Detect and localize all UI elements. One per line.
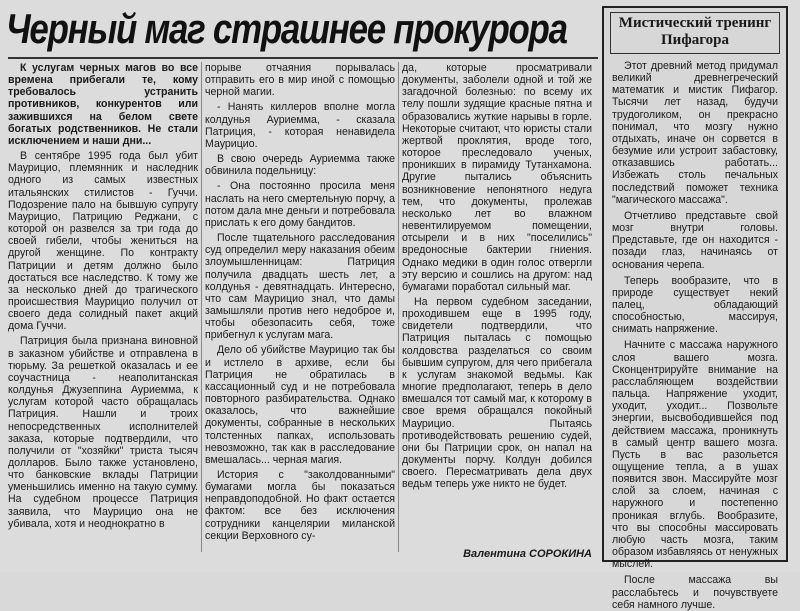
article-byline: Валентина СОРОКИНА [463,548,592,560]
article-paragraph: На первом судебном заседании, проходившем еще в 1995 году, свидетели подтвердили, что Патриция пыталась с помощью колдовства разделаться со своим бывшим супругом, для чего прибегала к услугам знакомой ведьмы. Как многие предполагают, теперь в дело вмешался тот самый маг, к которому в свое время обращался покойный Маурицио. Пытаясь противодействовать решению судей, они бы Патриции срок, он напал на документы порчу. Колдун добился своего. Пересматривать дела двух ведьм теперь уже никто не будет. [402,295,592,491]
article-headline: Черный маг страшнее прокурора [6,5,567,52]
article-paragraph: - Нанять киллеров вполне могла колдунья Ауриемма, - сказала Патриция, - которая ненавидела Маурицио. [205,101,395,150]
sidebar-box [602,6,788,611]
sidebar-body [612,60,778,611]
article-column-3 [402,62,592,490]
sidebar-paragraph: Этот древний метод придумал великий древнегреческий математик и мистик Пифагор. Тысячи лет назад, будучи трудоголиком, он прекрасно понимал, что мозгу нужно отдыхать, иначе он сорвется в безумие или устроит забастовку, отказавшись работать... Избежать столь печальных последствий поможет техника "магического массажа". [612,60,778,206]
article-paragraph: да, которые просматривали документы, заболели одной и той же загадочной болезнью: по всему их телу пошли зудящие красные пятна и образовались жуткие нарывы в горле. Некоторые считают, что юристы стали жертвой проклятия, вроде того, которое преследовало ученых, проникших в пирамиду Тутанхамона. Другие пытались объяснить возникновение непонятного недуга тем, что документы, пролежав несколько лет во влажном невентилируемом помещении, отсырели и в них "поселились" вредоносные бактерии гниения. Однако медики в один голос отвергли эту версию и сошлись на другом: над бумагами поработал сильный маг. [402,62,592,293]
article-column-2 [205,62,395,542]
column-divider [201,62,202,552]
column-divider [398,62,399,552]
sidebar-paragraph: Теперь вообразите, что в природе существует некий палец, обладающий способностью, массируя, снимать напряжение. [612,274,778,336]
article-paragraph: порыве отчаяния порывалась отправить его в мир иной с помощью черной магии. [205,62,395,99]
article-paragraph: Патриция была признана виновной в заказном убийстве и отправлена в тюрьму. За решеткой оказалась и ее соучастница - неаполитанская колдунья Джузеппина Ауриемма, к услугам которой часто обращалась Патриция. Нашли и троих непосредственных исполнителей заказа, которые подтвердили, что получили от "хозяйки" триста тысяч долларов. Было также установлено, что банковские вклады Патриции уменьшились именно на такую сумму. На судебном процессе Патриция заявила, что Маурицио она не убивала, хотя и неоднократно в [8,335,198,530]
article-paragraph: После тщательного расследования суд определил меру наказания обеим злоумышленницам: Патриция получила двадцать шесть лет, а колдунья - девятнадцать. Интересно, что сам Маурицио знал, что дамы замышляли против него недоброе и, чтобы обезопасить себя, тоже прибегнул к услугам мага. [205,232,395,342]
headline-rule [8,57,598,59]
article-paragraph: - Она постоянно просила меня наслать на него смертельную порчу, а потом дала мне деньги и потребовала прислать к его дому бандитов. [205,180,395,229]
sidebar-title: Мистический тренинг Пифагора [610,12,780,54]
sidebar-paragraph: Начните с массажа наружного слоя вашего мозга. Сконцентрируйте внимание на расслабляющем воздействии пальца. Напряжение уходит, уходит, уходит... Позвольте энергии, высвободившейся под действием массажа, проникнуть в самый центр вашего мозга. Пусть в вас разольется ощущение тепла, а в ушах появится звон. Массируйте мозг слой за слоем, начиная с наружного и постепенно проникая вглубь. Вообразите, что вы способны массировать любую часть мозга, таким образом избавляясь от ненужных мыслей. [612,339,778,571]
article-paragraph: Дело об убийстве Маурицио так бы и истлело в архиве, если бы Патриция не обратилась в кассационный суд и не потребовала повторного разбирательства. Однако оказалось, что важнейшие документы, собранные в нескольких толстенных папках, использовать невозможно, так как в расследование вмешалась... черная магия. [205,344,395,466]
article-lede: К услугам черных магов во все времена прибегали те, кому требовалось устранить противников, конкурентов или зажившихся на белом свете богатых родственников. Не стали исключением и наши дни... [8,62,198,147]
article-paragraph: В сентябре 1995 года был убит Маурицио, племянник и наследник одного из самых известных итальянских стилистов - Гуччи. Подозрение пало на бывшую супругу Маурицио, Патрицию Реджани, с которой он развелся за три года до своей гибели, чтобы жениться на другой женщине. По контракту Патриции и детям должно было достаться все наследство. К тому же за несколько дней до трагического происшествия Маурицио получил от своего деда солидный пакет акций дома Гуччи. [8,150,198,333]
sidebar-paragraph: После массажа вы расслабьтесь и почувствуете себя намного лучше. [612,574,778,611]
article-paragraph: История с "заколдованными" бумагами могла бы показаться неправдоподобной. Но факт остается фактом: все без исключения сотрудники канцелярии миланской секции Верховного су- [205,469,395,542]
article-paragraph: В свою очередь Ауриемма также обвинила подельницу: [205,153,395,178]
article-column-1 [8,62,198,530]
sidebar-paragraph: Отчетливо представьте свой мозг внутри головы. Представьте, где он находится - позади глаз, начинаясь от основания черепа. [612,209,778,271]
